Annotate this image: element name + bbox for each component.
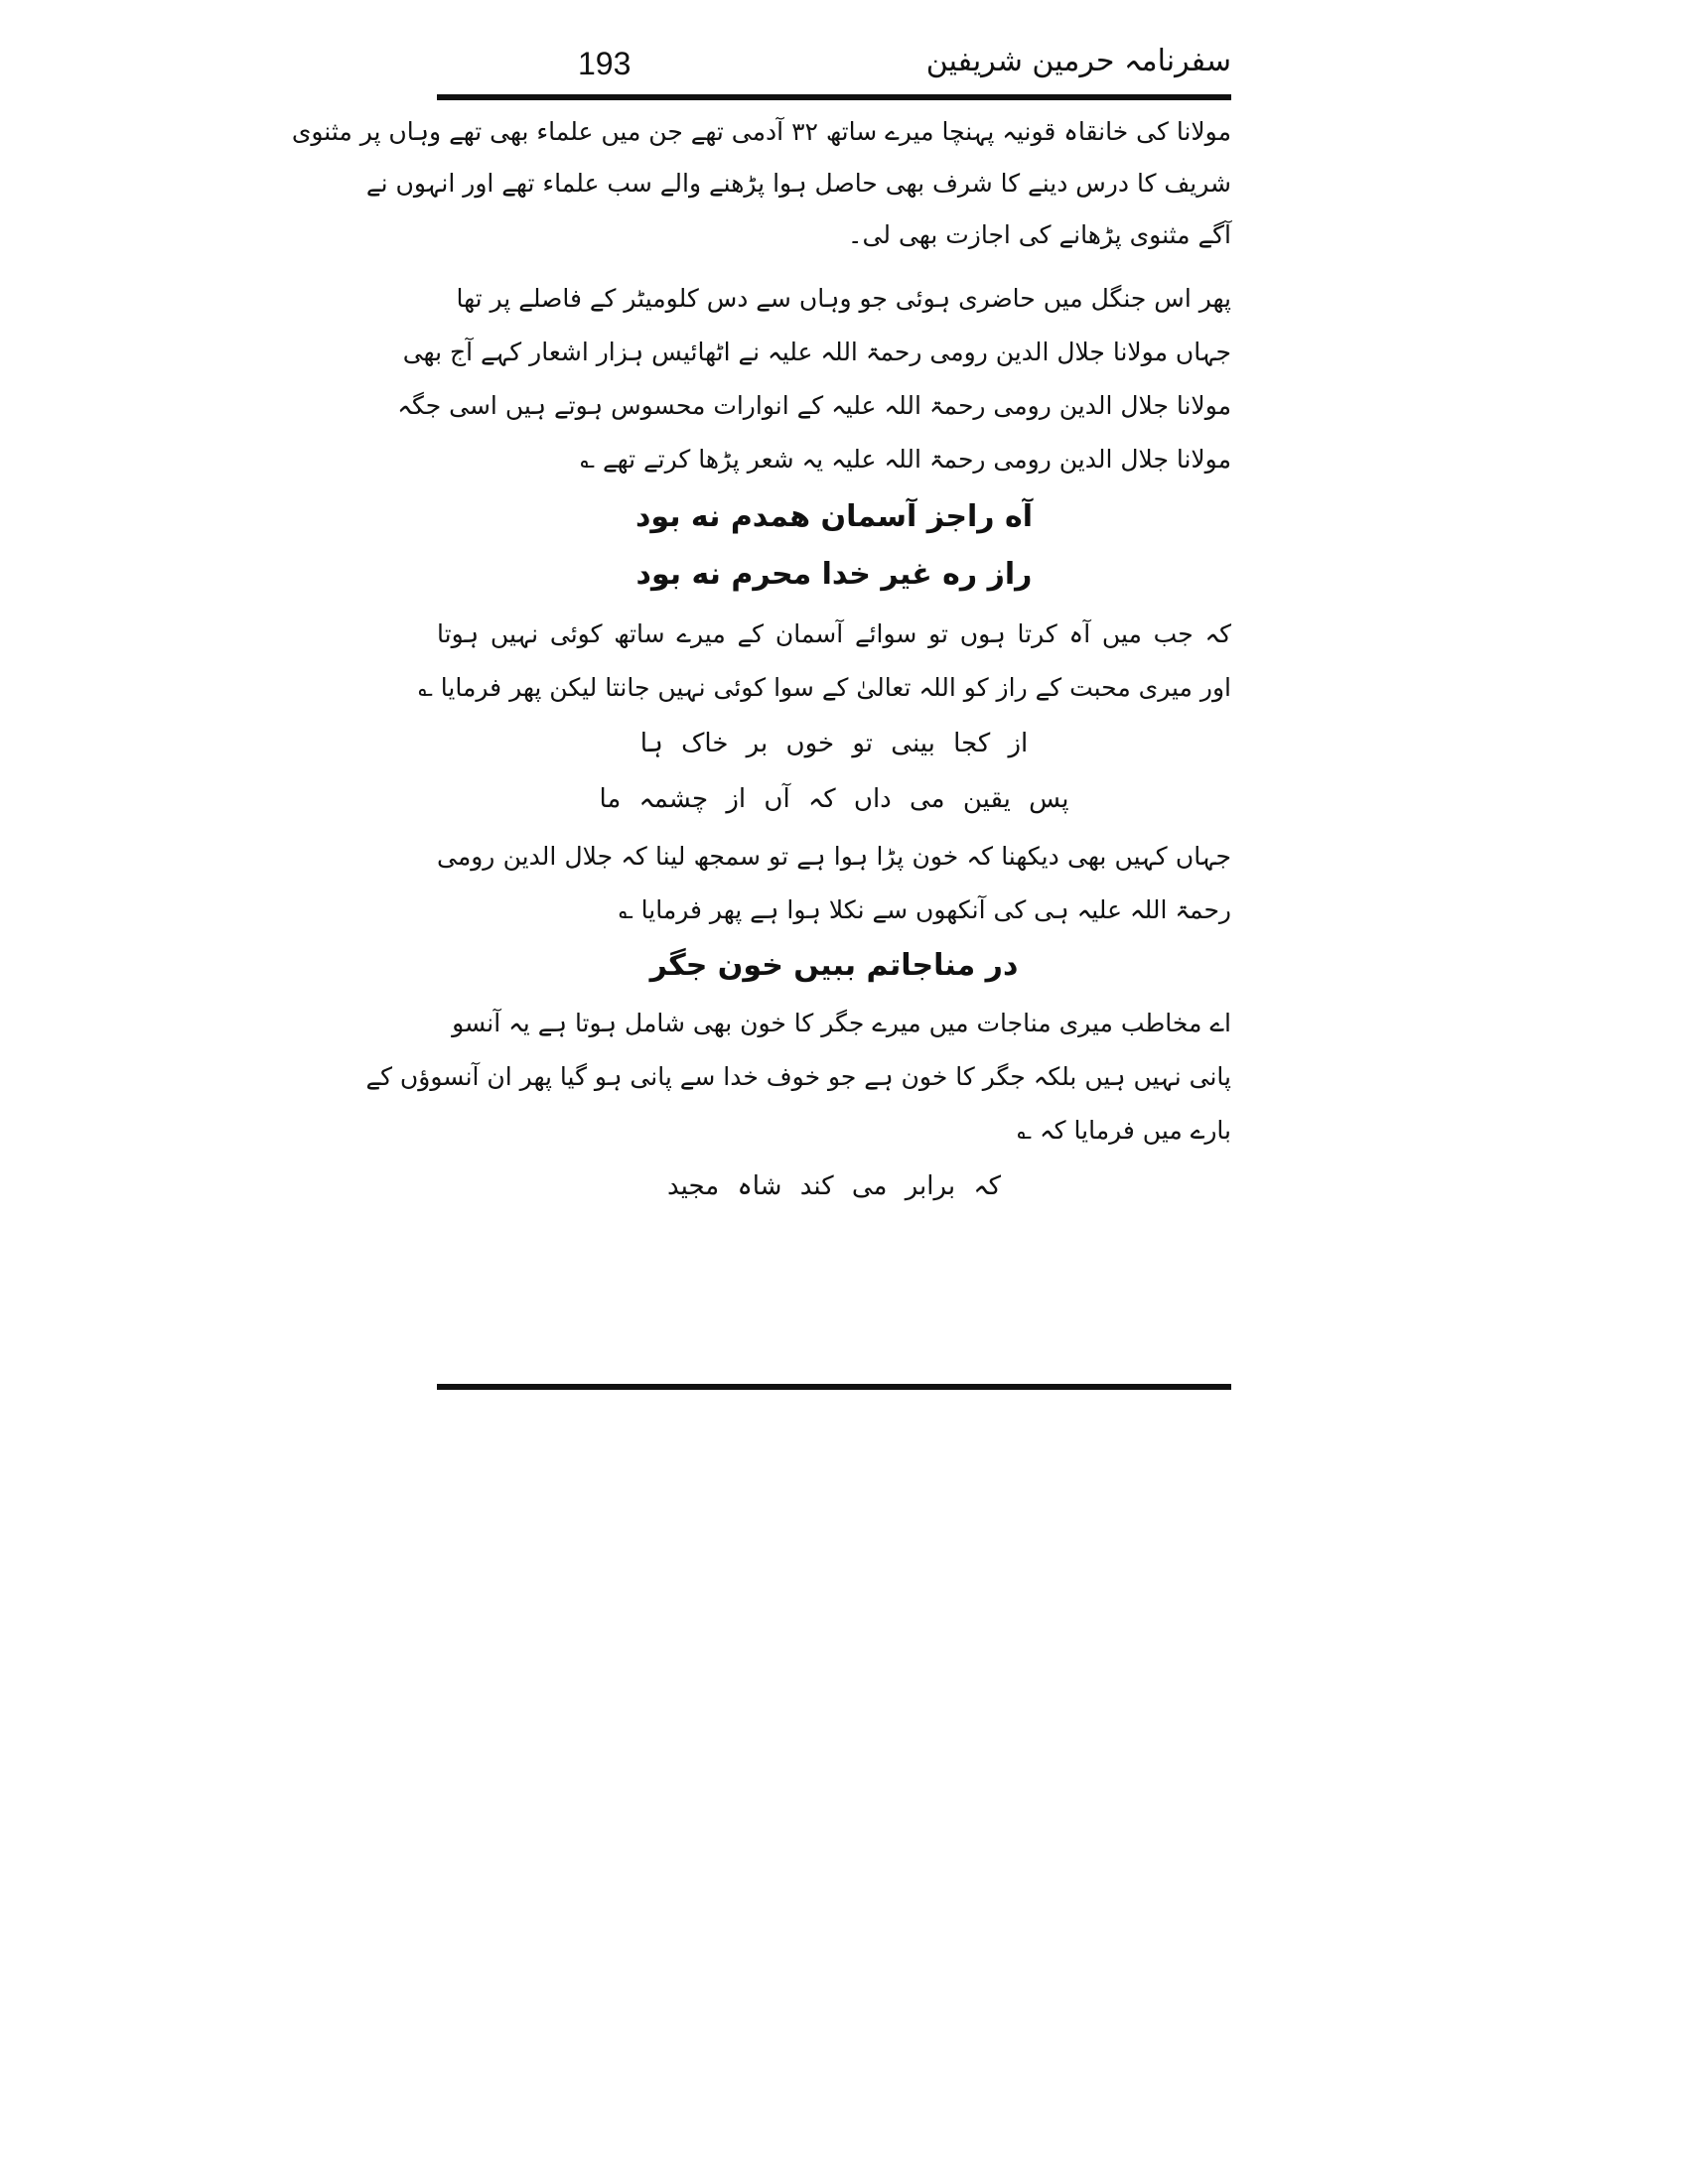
text-line: پھر اس جنگل میں حاضری ہوئی جو وہاں سے دس کلومیٹر کے فاصلے پر تھا bbox=[456, 284, 1231, 313]
text-line: مولانا کی خانقاہ قونیہ پہنچا میرے ساتھ ۳۲ آدمی تھے جن میں علماء بھی تھے وہاں پر مثنوی bbox=[291, 117, 1231, 146]
text-line: بارے میں فرمایا کہ ؎ bbox=[1017, 1116, 1231, 1145]
text-line: مولانا جلال الدین رومی رحمۃ اللہ علیہ کے انوارات محسوس ہوتے ہیں اسی جگہ bbox=[397, 391, 1231, 420]
text-line: کہ جب میں آہ کرتا ہوں تو سوائے آسمان کے میرے ساتھ کوئی نہیں ہوتا bbox=[437, 619, 1231, 648]
verse-line: کہ برابر می کند شاہ مجید bbox=[667, 1171, 1001, 1201]
text-line: اور میری محبت کے راز کو اللہ تعالیٰ کے سوا کوئی نہیں جانتا لیکن پھر فرمایا ؎ bbox=[418, 673, 1231, 702]
page-body bbox=[291, 107, 1231, 1378]
verse-line: آه راجز آسمان همدم نه بود bbox=[635, 499, 1033, 534]
text-line: رحمۃ اللہ علیہ ہی کی آنکھوں سے نکلا ہوا ہے پھر فرمایا ؎ bbox=[619, 895, 1231, 924]
text-line: جہاں مولانا جلال الدین رومی رحمۃ اللہ علیہ نے اٹھائیس ہزار اشعار کہے آج بھی bbox=[402, 338, 1231, 366]
page-header bbox=[437, 44, 1231, 93]
book-title: سفرنامہ حرمین شریفین bbox=[925, 44, 1231, 78]
verse-line: راز ره غیر خدا محرم نه بود bbox=[635, 557, 1033, 592]
text-line: اے مخاطب میری مناجات میں میرے جگر کا خون بھی شامل ہوتا ہے یہ آنسو bbox=[452, 1009, 1231, 1037]
text-line: شریف کا درس دینے کا شرف بھی حاصل ہوا پڑھنے والے سب علماء تھے اور انہوں نے bbox=[365, 169, 1231, 198]
page-number: 193 bbox=[578, 46, 632, 81]
header-rule bbox=[437, 94, 1231, 100]
footer-rule bbox=[437, 1384, 1231, 1390]
text-line: پانی نہیں ہیں بلکہ جگر کا خون ہے جو خوف خدا سے پانی ہو گیا پھر ان آنسوؤں کے bbox=[365, 1062, 1231, 1091]
verse-line: در مناجاتم ببیں خون جگر bbox=[649, 948, 1019, 983]
verse-line: از کجا بینی تو خوں بر خاک ہا bbox=[639, 729, 1029, 758]
verse-line: پس یقین می داں کہ آں از چشمہ ما bbox=[599, 784, 1069, 814]
text-line: مولانا جلال الدین رومی رحمۃ اللہ علیہ یہ شعر پڑھا کرتے تھے ؎ bbox=[580, 445, 1231, 474]
text-line: آگے مثنوی پڑھانے کی اجازت بھی لی۔ bbox=[847, 220, 1231, 249]
text-line: جہاں کہیں بھی دیکھنا کہ خون پڑا ہوا ہے تو سمجھ لینا کہ جلال الدین رومی bbox=[437, 842, 1231, 871]
